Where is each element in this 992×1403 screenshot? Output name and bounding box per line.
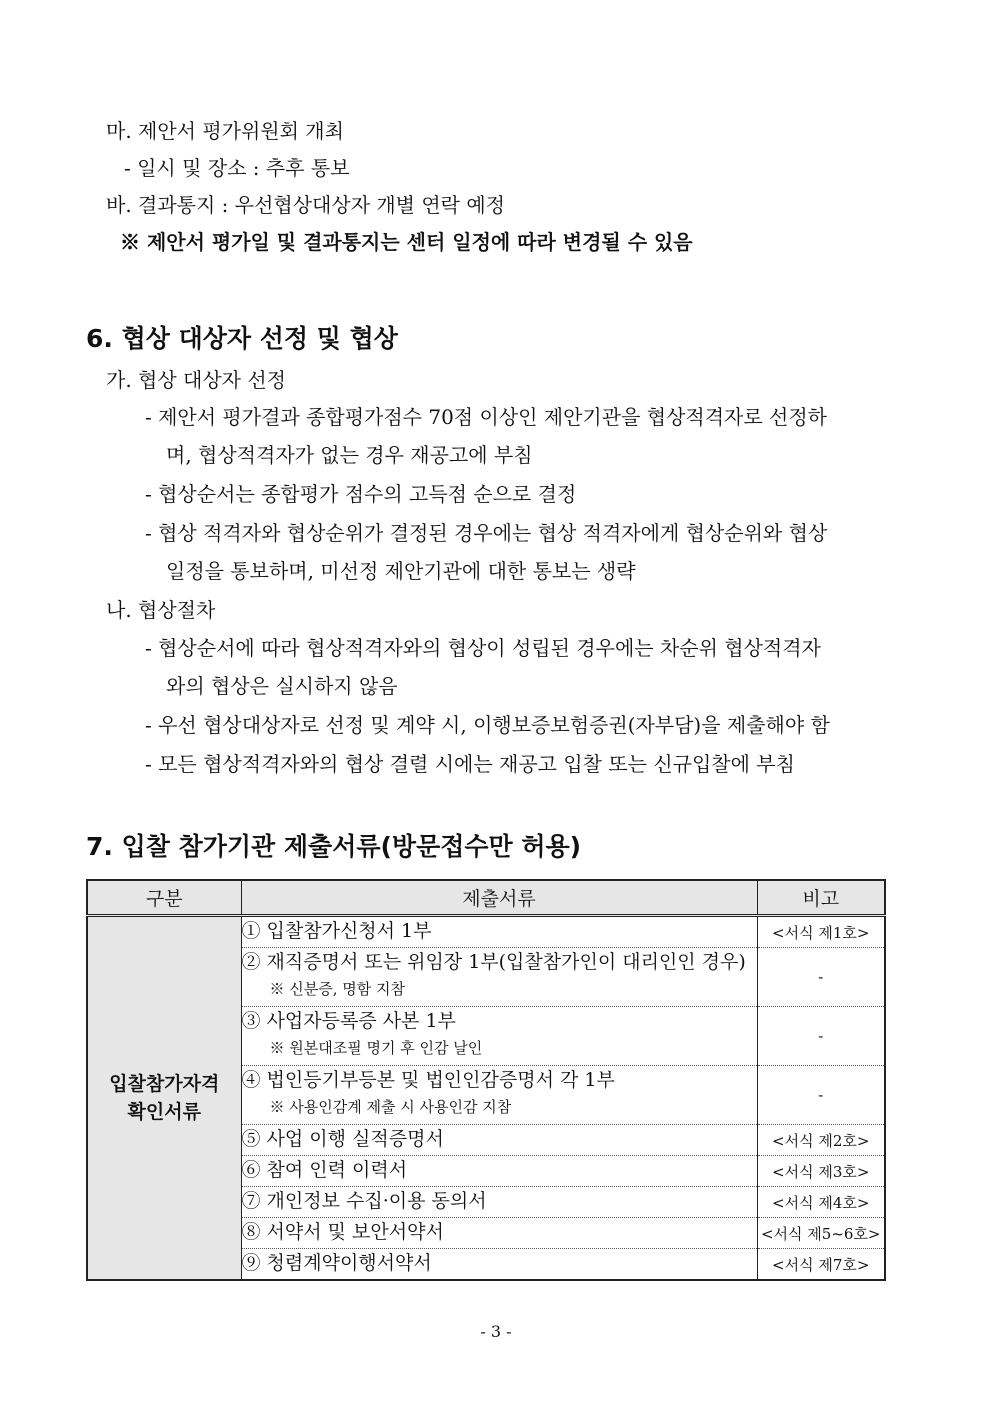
doc-cell [241, 916, 757, 948]
doc-cell [241, 1187, 757, 1218]
doc-note: ※ 원본대조필 명기 후 인감 날인 [269, 1039, 483, 1057]
doc-cell [241, 1125, 757, 1156]
doc-note: ※ 신분증, 명함 지참 [269, 980, 406, 998]
section6-b-item1-line1: - 협상순서에 따라 협상적격자와의 협상이 성립된 경우에는 차순위 협상적격자 [145, 636, 821, 660]
table-row [87, 916, 885, 948]
remark-cell: - [757, 1066, 885, 1125]
doc-name: ① 입찰참가신청서 1부 [241, 920, 432, 942]
section6-title: 6. 협상 대상자 선정 및 협상 [86, 324, 398, 353]
remark-cell: <서식 제2호> [757, 1125, 885, 1156]
group-label-line2: 확인서류 [127, 1101, 201, 1123]
remark-cell: <서식 제7호> [757, 1249, 885, 1281]
header-documents: 제출서류 [241, 880, 757, 916]
doc-cell [241, 1218, 757, 1249]
section6-a-item3-line2: 일정을 통보하며, 미선정 제안기관에 대한 통보는 생략 [166, 559, 636, 583]
doc-cell [241, 1156, 757, 1187]
doc-cell [241, 948, 757, 1007]
remark-cell: <서식 제4호> [757, 1187, 885, 1218]
item-ba: 바. 결과통지 : 우선협상대상자 개별 연락 예정 [106, 193, 505, 217]
section6-b-item1-line2: 와의 협상은 실시하지 않음 [166, 674, 398, 698]
group-label [87, 916, 241, 1281]
remark-cell: <서식 제3호> [757, 1156, 885, 1187]
doc-name: ⑤ 사업 이행 실적증명서 [241, 1128, 444, 1150]
remark-cell: - [757, 948, 885, 1007]
doc-name: ③ 사업자등록증 사본 1부 [241, 1010, 456, 1032]
item-ma-detail: - 일시 및 장소 : 추후 통보 [124, 156, 350, 180]
section6-b-item3: - 모든 협상적격자와의 협상 결렬 시에는 재공고 입찰 또는 신규입찰에 부침 [145, 752, 795, 776]
page-number: - 3 - [480, 1322, 512, 1341]
doc-note: ※ 사용인감계 제출 시 사용인감 지참 [269, 1098, 512, 1116]
section6-a-item1-line2: 며, 협상적격자가 없는 경우 재공고에 부침 [166, 443, 533, 467]
doc-cell [241, 1066, 757, 1125]
doc-name: ⑧ 서약서 및 보안서약서 [241, 1221, 444, 1243]
doc-cell [241, 1249, 757, 1281]
doc-name: ② 재직증명서 또는 위임장 1부(입찰참가인이 대리인인 경우) [241, 951, 746, 973]
remark-cell: - [757, 1007, 885, 1066]
doc-name: ⑨ 청렴계약이행서약서 [241, 1252, 432, 1274]
section7-title: 7. 입찰 참가기관 제출서류(방문접수만 허용) [86, 832, 582, 861]
remark-cell: <서식 제5~6호> [757, 1218, 885, 1249]
section6-a-item3-line1: - 협상 적격자와 협상순위가 결정된 경우에는 협상 적격자에게 협상순위와 협상 [145, 521, 828, 545]
submission-documents-table [86, 879, 886, 1281]
section6-sub-b: 나. 협상절차 [106, 598, 216, 622]
schedule-notice: ※ 제안서 평가일 및 결과통지는 센터 일정에 따라 변경될 수 있음 [120, 230, 693, 254]
group-label-line1: 입찰참가자격 [109, 1073, 220, 1095]
header-category: 구분 [87, 880, 241, 916]
section6-b-item2: - 우선 협상대상자로 선정 및 계약 시, 이행보증보험증권(자부담)을 제출해야 함 [145, 713, 830, 737]
item-ma: 마. 제안서 평가위원회 개최 [106, 119, 344, 143]
doc-cell [241, 1007, 757, 1066]
header-remarks: 비고 [757, 880, 885, 916]
table-header-row [87, 880, 885, 916]
remark-cell: <서식 제1호> [757, 916, 885, 948]
doc-name: ⑦ 개인정보 수집·이용 동의서 [241, 1190, 487, 1212]
section6-a-item2: - 협상순서는 종합평가 점수의 고득점 순으로 결정 [145, 482, 577, 506]
section6-sub-a: 가. 협상 대상자 선정 [106, 368, 286, 392]
doc-name: ④ 법인등기부등본 및 법인인감증명서 각 1부 [241, 1069, 615, 1091]
section6-a-item1-line1: - 제안서 평가결과 종합평가점수 70점 이상인 제안기관을 협상적격자로 선정하 [145, 405, 827, 429]
doc-name: ⑥ 참여 인력 이력서 [241, 1159, 408, 1181]
